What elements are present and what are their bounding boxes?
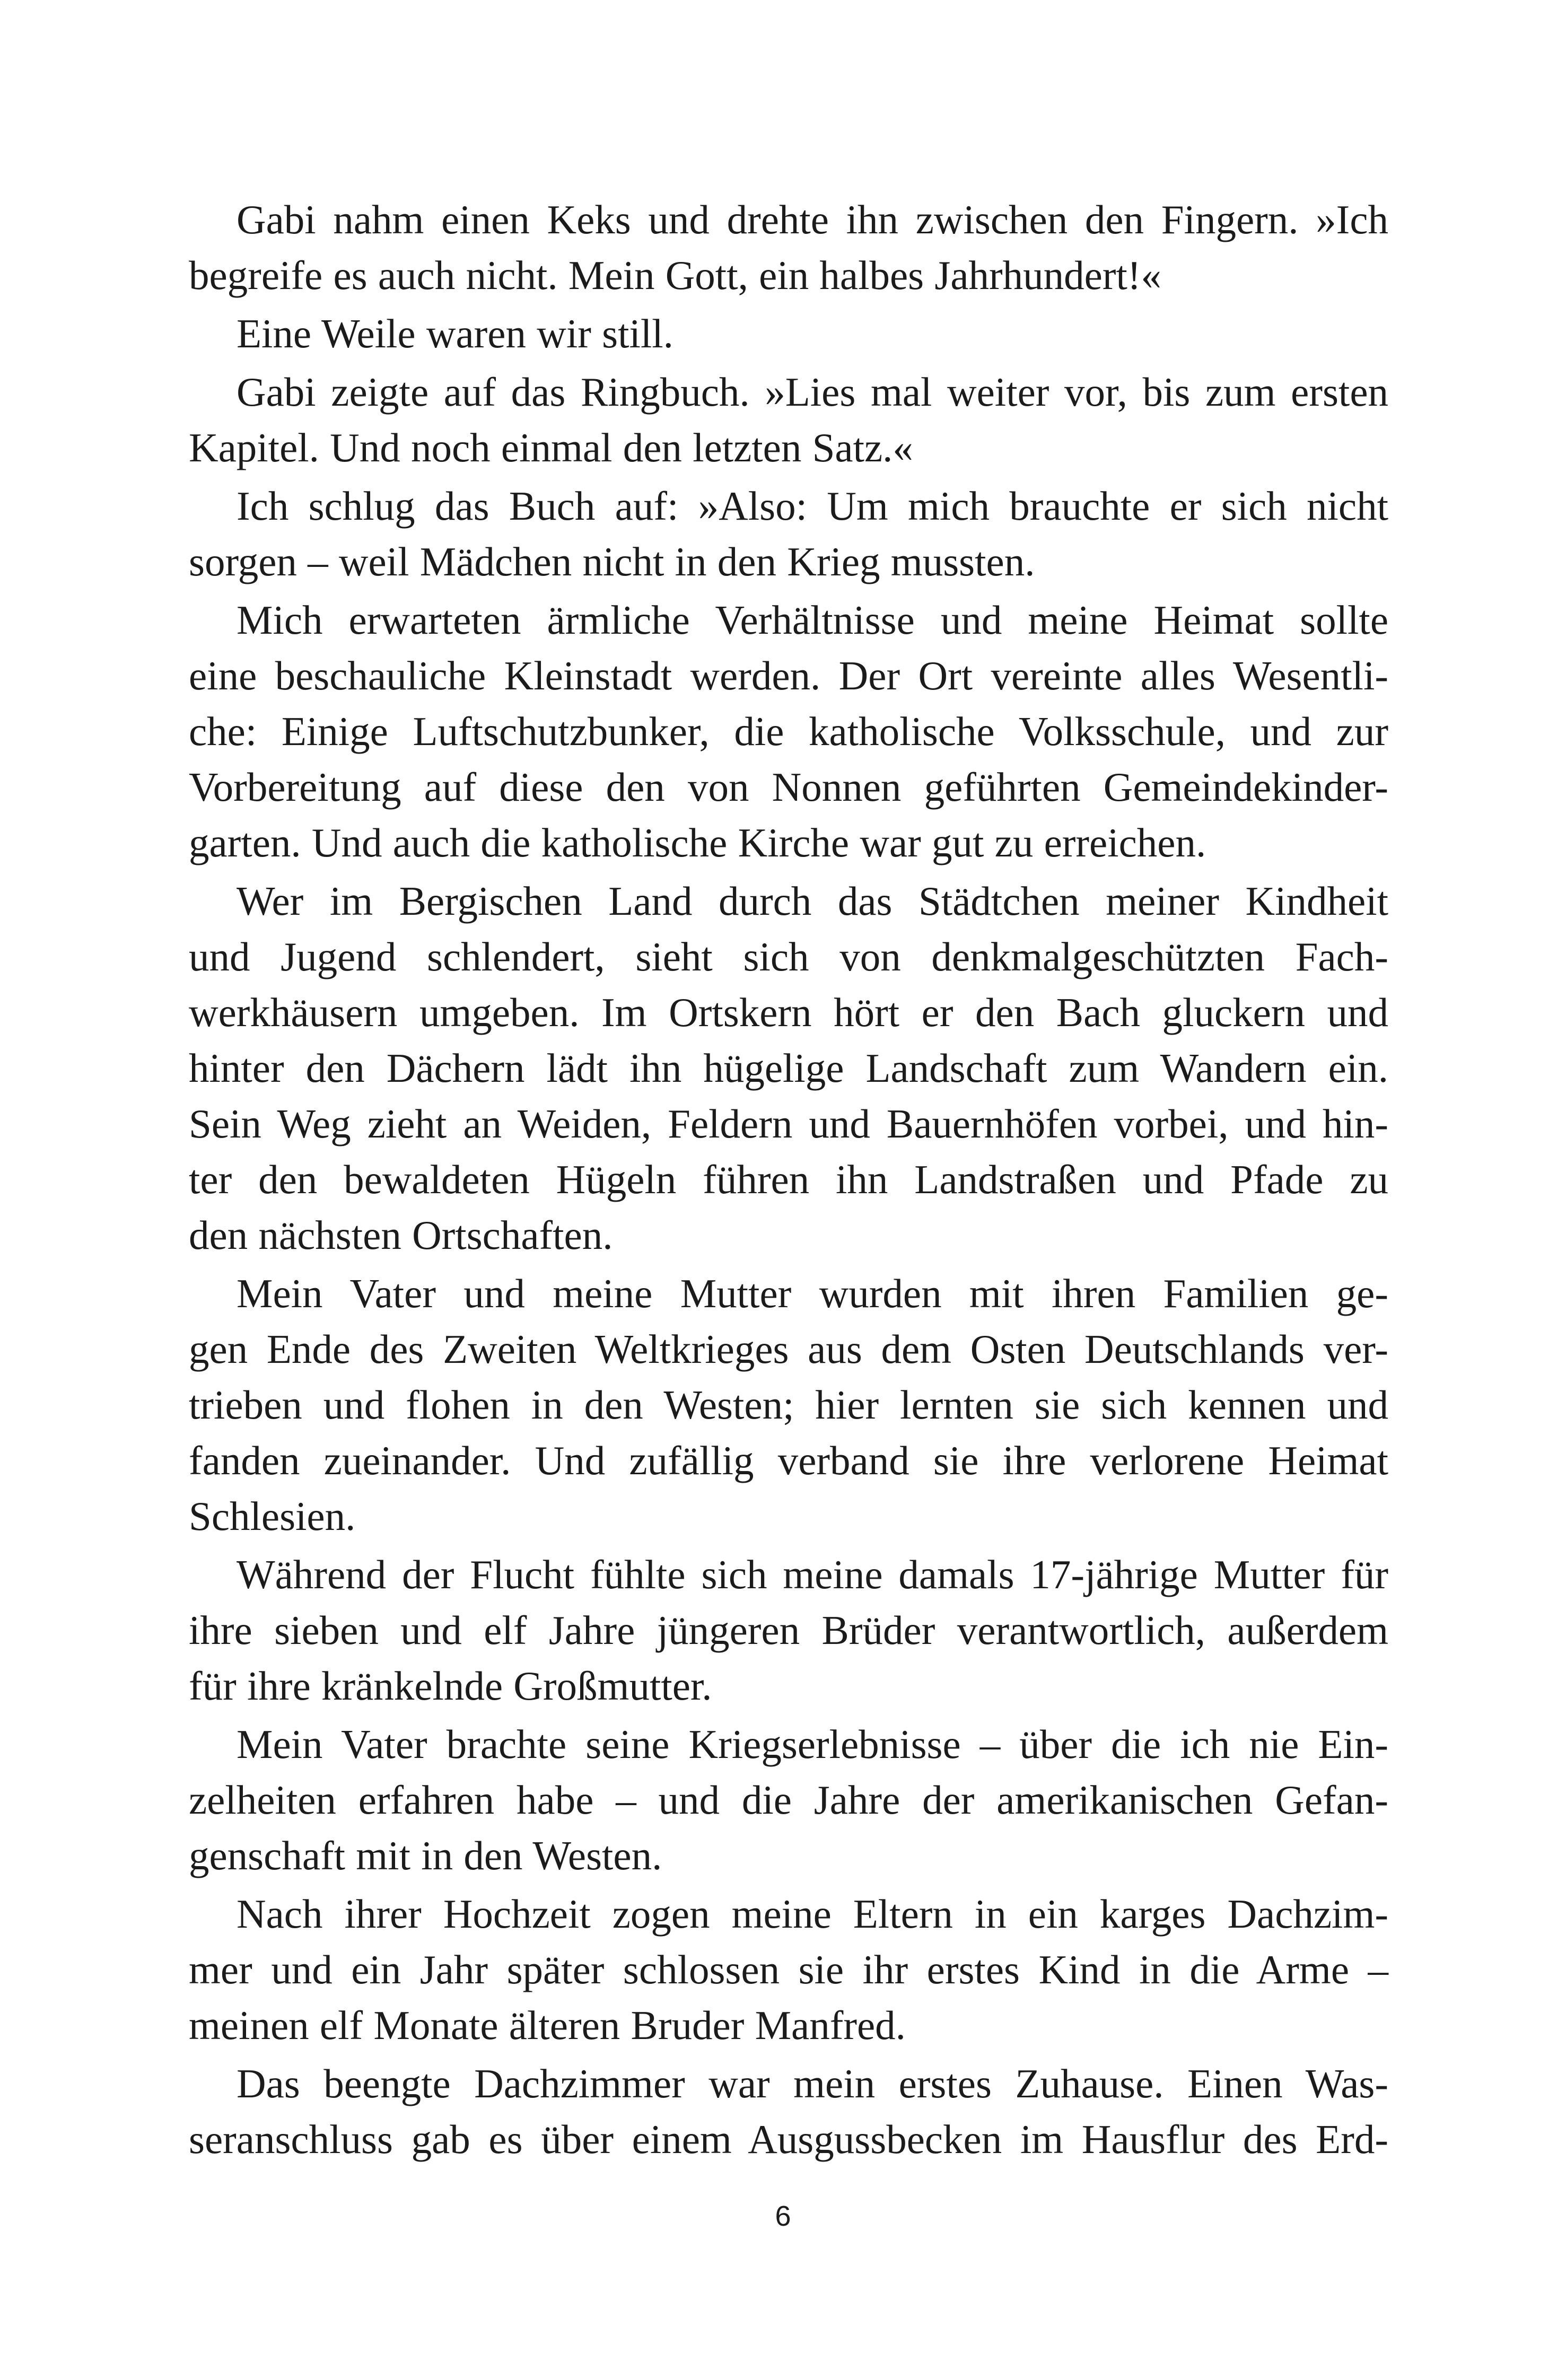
text-line: Das beengte Dachzimmer war mein erstes Zuhause. Einen Was- xyxy=(237,2061,1388,2106)
text-line: und Jugend schlendert, sieht sich von denkmalgeschützten Fach- xyxy=(189,934,1388,979)
text-line: Nach ihrer Hochzeit zogen meine Eltern in ein karges Dachzim- xyxy=(237,1891,1388,1937)
text-line: che: Einige Luftschutzbunker, die katholische Volksschule, und zur xyxy=(189,708,1388,754)
text-line: trieben und flohen in den Westen; hier lernten sie sich kennen und xyxy=(189,1382,1388,1428)
paragraph xyxy=(189,873,1388,1263)
text-line: Gabi nahm einen Keks und drehte ihn zwischen den Fingern. »Ich xyxy=(237,197,1388,242)
text-line: Gabi zeigte auf das Ringbuch. »Lies mal weiter vor, bis zum ersten xyxy=(237,369,1388,415)
text-line: sorgen – weil Mädchen nicht in den Krieg mussten. xyxy=(189,539,1035,584)
text-line: fanden zueinander. Und zufällig verband sie ihre verlorene Heimat xyxy=(189,1438,1388,1483)
text-line: seranschluss gab es über einem Ausgussbecken im Hausflur des Erd- xyxy=(189,2116,1388,2162)
text-line: Mein Vater brachte seine Kriegserlebnisse – über die ich nie Ein- xyxy=(237,1721,1388,1767)
text-line: Wer im Bergischen Land durch das Städtchen meiner Kindheit xyxy=(237,878,1388,924)
paragraph xyxy=(189,478,1388,590)
paragraph xyxy=(189,364,1388,476)
body-text xyxy=(189,192,1388,2170)
text-line: garten. Und auch die katholische Kirche war gut zu erreichen. xyxy=(189,820,1206,865)
text-line: Ich schlug das Buch auf: »Also: Um mich brauchte er sich nicht xyxy=(237,483,1388,529)
paragraph xyxy=(189,1717,1388,1884)
text-line: eine beschauliche Kleinstadt werden. Der Ort vereinte alles Wesentli- xyxy=(189,653,1388,698)
text-line: Schlesien. xyxy=(189,1493,356,1539)
paragraph xyxy=(189,1886,1388,2053)
paragraph xyxy=(189,1266,1388,1544)
text-line: genschaft mit in den Westen. xyxy=(189,1833,662,1878)
text-line: meinen elf Monate älteren Bruder Manfred. xyxy=(189,2002,906,2048)
text-line: Mein Vater und meine Mutter wurden mit ihren Familien ge- xyxy=(237,1271,1388,1316)
text-line: Eine Weile waren wir still. xyxy=(237,311,673,356)
text-line: werkhäusern umgeben. Im Ortskern hört er den Bach gluckern und xyxy=(189,990,1388,1035)
paragraph xyxy=(189,2056,1388,2167)
paragraph xyxy=(189,192,1388,303)
text-line: ihre sieben und elf Jahre jüngeren Brüder verantwortlich, außerdem xyxy=(189,1607,1388,1653)
text-line: den nächsten Ortschaften. xyxy=(189,1212,613,1258)
paragraph xyxy=(189,306,1388,362)
text-line: gen Ende des Zweiten Weltkrieges aus dem Osten Deutschlands ver- xyxy=(189,1326,1388,1372)
text-line: mer und ein Jahr später schlossen sie ihr erstes Kind in die Arme – xyxy=(189,1947,1388,1992)
text-line: Mich erwarteten ärmliche Verhältnisse und meine Heimat sollte xyxy=(237,597,1388,643)
paragraph xyxy=(189,592,1388,871)
paragraph xyxy=(189,1547,1388,1714)
text-line: Sein Weg zieht an Weiden, Feldern und Bauernhöfen vorbei, und hin- xyxy=(189,1101,1388,1147)
text-line: zelheiten erfahren habe – und die Jahre der amerikanischen Gefan- xyxy=(189,1777,1388,1823)
text-line: für ihre kränkelnde Großmutter. xyxy=(189,1663,712,1709)
text-line: Vorbereitung auf diese den von Nonnen geführten Gemeindekinder- xyxy=(189,764,1388,810)
text-line: hinter den Dächern lädt ihn hügelige Landschaft zum Wandern ein. xyxy=(189,1045,1388,1091)
text-line: ter den bewaldeten Hügeln führen ihn Landstraßen und Pfade zu xyxy=(189,1157,1388,1202)
text-line: Während der Flucht fühlte sich meine damals 17-jährige Mutter für xyxy=(237,1552,1388,1597)
page-number: 6 xyxy=(775,2200,791,2232)
text-line: Kapitel. Und noch einmal den letzten Satz.« xyxy=(189,425,913,470)
text-line: begreife es auch nicht. Mein Gott, ein halbes Jahrhundert!« xyxy=(189,252,1162,298)
